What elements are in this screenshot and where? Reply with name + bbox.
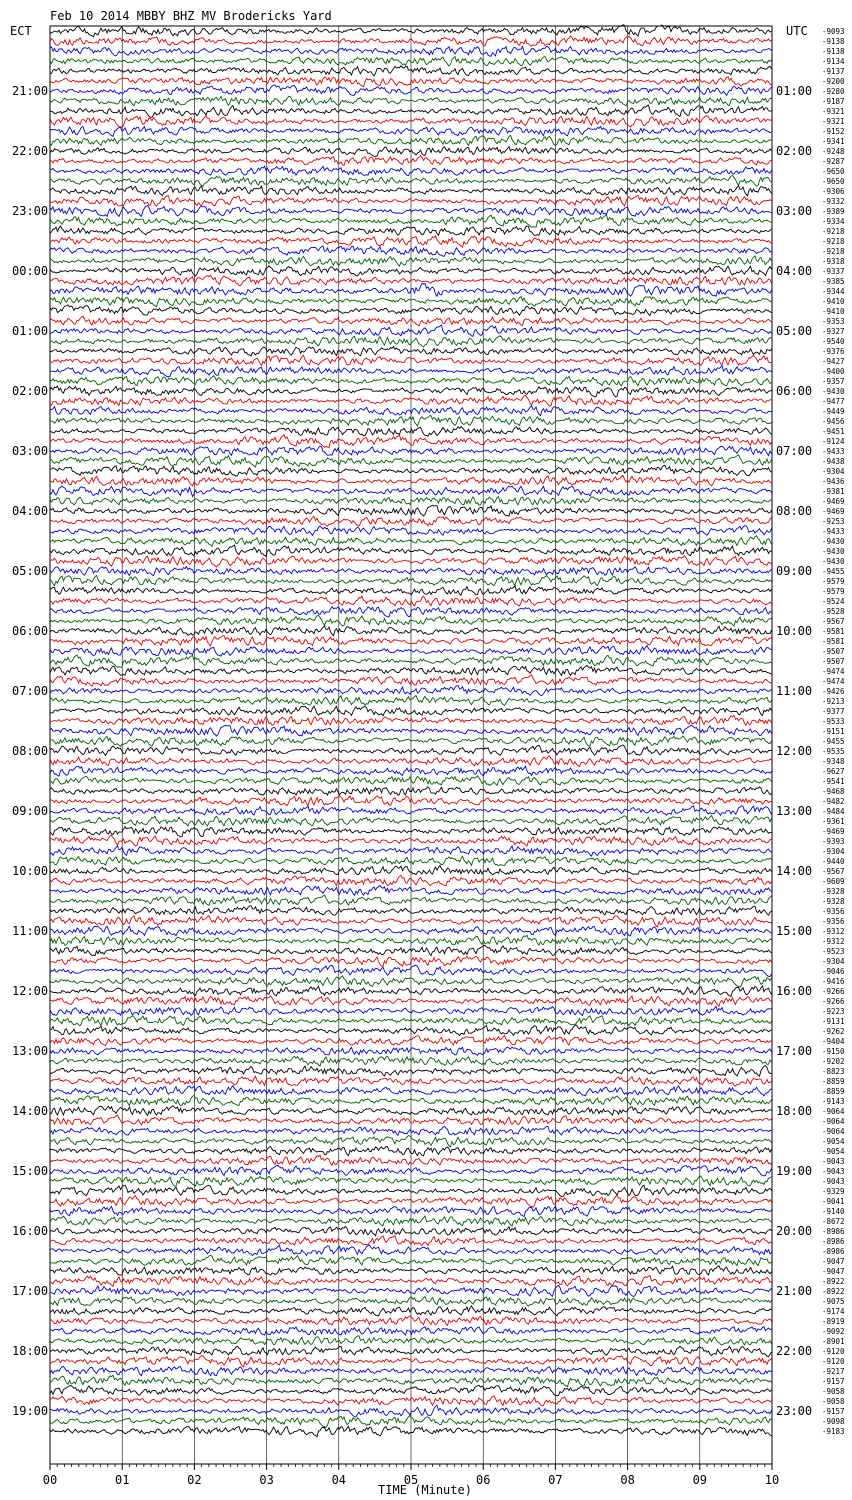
trace-offset-label: -9187 — [822, 97, 845, 106]
trace-offset-label: -9528 — [822, 607, 845, 616]
trace-offset-label: -9357 — [822, 377, 845, 386]
trace-offset-label: -9318 — [822, 257, 845, 266]
x-tick-label: 05 — [403, 1473, 419, 1487]
trace-offset-label: -9075 — [822, 1297, 845, 1306]
left-hour-label: 10:00 — [12, 864, 49, 878]
trace-offset-label: -9266 — [822, 987, 845, 996]
right-hour-label: 22:00 — [776, 1344, 813, 1358]
trace-offset-label: -8823 — [822, 1067, 845, 1076]
trace-offset-label: -9567 — [822, 617, 845, 626]
trace-offset-label: -9054 — [822, 1137, 845, 1146]
trace-offset-label: -9174 — [822, 1307, 845, 1316]
trace-offset-label: -9098 — [822, 1417, 845, 1426]
trace-offset-label: -9376 — [822, 347, 845, 356]
trace-offset-label: -9150 — [822, 1047, 845, 1056]
left-hour-label: 00:00 — [12, 264, 49, 278]
right-hour-label: 01:00 — [776, 84, 813, 98]
trace-offset-label: -9430 — [822, 547, 845, 556]
trace-offset-label: -9321 — [822, 107, 845, 116]
trace-offset-label: -9217 — [822, 1367, 845, 1376]
left-hour-label: 04:00 — [12, 504, 49, 518]
trace-offset-label: -9381 — [822, 487, 845, 496]
trace-offset-label: -9304 — [822, 467, 845, 476]
trace-offset-label: -9218 — [822, 247, 845, 256]
trace-offset-label: -9535 — [822, 747, 845, 756]
trace-offset-label: -9054 — [822, 1147, 845, 1156]
x-tick-label: 07 — [548, 1473, 563, 1487]
left-hour-label: 05:00 — [12, 564, 49, 578]
trace-offset-label: -9581 — [822, 627, 845, 636]
trace-offset-label: -9524 — [822, 597, 845, 606]
trace-offset-label: -9449 — [822, 407, 845, 416]
trace-offset-label: -9043 — [822, 1167, 845, 1176]
trace-offset-label: -9581 — [822, 637, 845, 646]
trace-offset-label: -9579 — [822, 587, 845, 596]
trace-offset-label: -9064 — [822, 1107, 845, 1116]
trace-offset-label: -9337 — [822, 267, 845, 276]
trace-offset-label: -9567 — [822, 867, 845, 876]
trace-offset-label: -9433 — [822, 527, 845, 536]
left-hour-label: 18:00 — [12, 1344, 49, 1358]
trace-offset-label: -9332 — [822, 197, 845, 206]
right-hour-labels — [776, 84, 812, 1418]
trace-offset-label: -9356 — [822, 917, 845, 926]
trace-offset-label: -9579 — [822, 577, 845, 586]
trace-offset-label: -9183 — [822, 1427, 845, 1436]
trace-offset-label: -9092 — [822, 1327, 845, 1336]
right-hour-label: 17:00 — [776, 1044, 813, 1058]
left-hour-label: 14:00 — [12, 1104, 49, 1118]
trace-offset-label: -9540 — [822, 337, 845, 346]
trace-offset-label: -9312 — [822, 937, 845, 946]
trace-offset-label: -9410 — [822, 297, 845, 306]
trace-offset-label: -9650 — [822, 177, 845, 186]
trace-offset-label: -9058 — [822, 1397, 845, 1406]
trace-offset-label: -9328 — [822, 897, 845, 906]
trace-offset-label: -9218 — [822, 237, 845, 246]
left-hour-label: 13:00 — [12, 1044, 49, 1058]
trace-offset-label: -9157 — [822, 1377, 845, 1386]
trace-offset-label: -9266 — [822, 997, 845, 1006]
trace-offset-label: -9287 — [822, 157, 845, 166]
trace-offset-label: -9356 — [822, 907, 845, 916]
trace-offset-label: -9430 — [822, 537, 845, 546]
trace-offset-label: -9140 — [822, 1207, 845, 1216]
trace-offset-label: -9047 — [822, 1267, 845, 1276]
trace-offset-label: -9410 — [822, 307, 845, 316]
trace-offset-label: -9328 — [822, 887, 845, 896]
left-hour-label: 15:00 — [12, 1164, 49, 1178]
x-tick-label: 03 — [259, 1473, 274, 1487]
trace-offset-label: -9482 — [822, 797, 845, 806]
trace-offset-label: -9433 — [822, 447, 845, 456]
left-hour-label: 21:00 — [12, 84, 49, 98]
right-hour-label: 16:00 — [776, 984, 813, 998]
trace-offset-label: -9138 — [822, 37, 845, 46]
right-hour-label: 04:00 — [776, 264, 813, 278]
x-tick-label: 01 — [114, 1473, 130, 1487]
right-hour-label: 10:00 — [776, 624, 813, 638]
trace-offset-label: -9131 — [822, 1017, 845, 1026]
trace-offset-label: -9223 — [822, 1007, 845, 1016]
right-hour-label: 23:00 — [776, 1404, 813, 1418]
trace-offset-label: -9327 — [822, 327, 845, 336]
x-tick-label: 00 — [42, 1473, 58, 1487]
left-timezone-label: ECT — [10, 24, 32, 38]
trace-offset-label: -9523 — [822, 947, 845, 956]
trace-offset-label: -8986 — [822, 1247, 845, 1256]
trace-offset-label: -9043 — [822, 1177, 845, 1186]
trace-offset-label: -9202 — [822, 1057, 845, 1066]
trace-offset-label: -9389 — [822, 207, 845, 216]
trace-offset-label: -9385 — [822, 277, 845, 286]
trace-offset-label: -9093 — [822, 27, 845, 36]
trace-offset-label: -9137 — [822, 67, 845, 76]
right-hour-label: 11:00 — [776, 684, 813, 698]
right-hour-label: 06:00 — [776, 384, 813, 398]
trace-offset-label: -9456 — [822, 417, 845, 426]
trace-offset-label: -9484 — [822, 807, 845, 816]
trace-offset-label: -9334 — [822, 217, 845, 226]
trace-offset-label: -9348 — [822, 757, 845, 766]
trace-offset-label: -9064 — [822, 1127, 845, 1136]
x-tick-label: 04 — [331, 1473, 347, 1487]
trace-offset-label: -8986 — [822, 1227, 845, 1236]
trace-offset-label: -9533 — [822, 717, 845, 726]
x-tick-label: 02 — [187, 1473, 202, 1487]
left-hour-label: 17:00 — [12, 1284, 49, 1298]
trace-offset-label: -9440 — [822, 857, 845, 866]
trace-offset-label: -9120 — [822, 1357, 845, 1366]
left-hour-label: 12:00 — [12, 984, 49, 998]
x-tick-label: 09 — [692, 1473, 708, 1487]
left-hour-label: 07:00 — [12, 684, 49, 698]
right-hour-label: 13:00 — [776, 804, 813, 818]
trace-offset-label: -9507 — [822, 647, 845, 656]
trace-offset-label: -9609 — [822, 877, 845, 886]
trace-offset-label: -9426 — [822, 687, 845, 696]
trace-offset-label: -9627 — [822, 767, 845, 776]
chart-title: Feb 10 2014 MBBY BHZ MV Brodericks Yard — [50, 9, 332, 23]
trace-offset-label: -9469 — [822, 827, 845, 836]
trace-offset-label: -9329 — [822, 1187, 845, 1196]
left-hour-label: 02:00 — [12, 384, 49, 398]
trace-offset-label: -9041 — [822, 1197, 845, 1206]
left-hour-label: 22:00 — [12, 144, 49, 158]
trace-offset-label: -9474 — [822, 677, 845, 686]
right-timezone-label: UTC — [786, 24, 808, 38]
trace-offset-label: -9280 — [822, 87, 845, 96]
trace-offset-label: -9455 — [822, 567, 845, 576]
trace-offset-label: -8919 — [822, 1317, 845, 1326]
trace-offset-label: -9469 — [822, 497, 845, 506]
trace-offset-label: -9400 — [822, 367, 845, 376]
right-hour-label: 18:00 — [776, 1104, 813, 1118]
trace-offset-label: -9430 — [822, 557, 845, 566]
trace-offset-label: -9138 — [822, 47, 845, 56]
trace-offset-label: -9541 — [822, 777, 845, 786]
trace-offset-label: -8859 — [822, 1087, 845, 1096]
trace-offset-label: -8859 — [822, 1077, 845, 1086]
trace-offset-label: -9650 — [822, 167, 845, 176]
right-hour-label: 20:00 — [776, 1224, 813, 1238]
trace-offset-label: -9064 — [822, 1117, 845, 1126]
trace-offset-label: -9120 — [822, 1347, 845, 1356]
left-hour-labels — [12, 84, 48, 1418]
x-tick-label: 06 — [475, 1473, 491, 1487]
left-hour-label: 16:00 — [12, 1224, 49, 1238]
right-hour-label: 07:00 — [776, 444, 813, 458]
trace-offset-label: -9304 — [822, 957, 845, 966]
trace-offset-label: -9143 — [822, 1097, 845, 1106]
trace-offset-label: -9200 — [822, 77, 845, 86]
trace-offset-label: -8922 — [822, 1287, 845, 1296]
trace-offset-label: -9404 — [822, 1037, 845, 1046]
trace-offset-label: -9477 — [822, 397, 845, 406]
trace-offset-label: -8672 — [822, 1217, 845, 1226]
right-hour-label: 15:00 — [776, 924, 813, 938]
trace-offset-label: -9253 — [822, 517, 845, 526]
trace-offset-label: -8922 — [822, 1277, 845, 1286]
trace-offset-label: -9151 — [822, 727, 845, 736]
x-tick-label: 08 — [620, 1473, 635, 1487]
trace-offset-label: -9361 — [822, 817, 845, 826]
trace-offset-label: -9058 — [822, 1387, 845, 1396]
left-hour-label: 23:00 — [12, 204, 49, 218]
trace-offset-label: -9262 — [822, 1027, 845, 1036]
trace-offset-label: -9213 — [822, 697, 845, 706]
trace-offset-label: -9377 — [822, 707, 845, 716]
left-hour-label: 11:00 — [12, 924, 49, 938]
trace-offset-label: -9393 — [822, 837, 845, 846]
left-hour-label: 09:00 — [12, 804, 49, 818]
trace-offset-label: -9124 — [822, 437, 845, 446]
trace-offset-label: -9353 — [822, 317, 845, 326]
trace-offset-label: -9344 — [822, 287, 845, 296]
right-hour-label: 05:00 — [776, 324, 813, 338]
trace-offset-labels — [822, 27, 845, 1436]
trace-offset-label: -9043 — [822, 1157, 845, 1166]
right-hour-label: 12:00 — [776, 744, 813, 758]
right-hour-label: 02:00 — [776, 144, 813, 158]
trace-offset-label: -9427 — [822, 357, 845, 366]
x-tick-label: 10 — [764, 1473, 780, 1487]
trace-offset-label: -9468 — [822, 787, 845, 796]
left-hour-label: 03:00 — [12, 444, 49, 458]
left-hour-label: 08:00 — [12, 744, 49, 758]
trace-offset-label: -8986 — [822, 1237, 845, 1246]
trace-offset-label: -9157 — [822, 1407, 845, 1416]
right-hour-label: 21:00 — [776, 1284, 813, 1298]
trace-offset-label: -9218 — [822, 227, 845, 236]
trace-offset-label: -9474 — [822, 667, 845, 676]
trace-offset-label: -9455 — [822, 737, 845, 746]
trace-offset-label: -9416 — [822, 977, 845, 986]
trace-offset-label: -9430 — [822, 387, 845, 396]
x-axis-title: TIME (Minute) — [378, 1483, 472, 1497]
trace-offset-label: -9304 — [822, 847, 845, 856]
trace-offset-label: -9312 — [822, 927, 845, 936]
left-hour-label: 19:00 — [12, 1404, 49, 1418]
right-hour-label: 03:00 — [776, 204, 813, 218]
right-hour-label: 08:00 — [776, 504, 813, 518]
left-hour-label: 01:00 — [12, 324, 49, 338]
trace-offset-label: -9341 — [822, 137, 845, 146]
trace-offset-label: -9438 — [822, 457, 845, 466]
trace-offset-label: -9306 — [822, 187, 845, 196]
trace-offset-label: -9047 — [822, 1257, 845, 1266]
trace-offset-label: -9507 — [822, 657, 845, 666]
trace-offset-label: -9469 — [822, 507, 845, 516]
trace-offset-label: -9248 — [822, 147, 845, 156]
trace-offset-label: -9451 — [822, 427, 845, 436]
left-hour-label: 06:00 — [12, 624, 49, 638]
right-hour-label: 19:00 — [776, 1164, 813, 1178]
trace-offset-label: -8901 — [822, 1337, 845, 1346]
right-hour-label: 14:00 — [776, 864, 813, 878]
right-hour-label: 09:00 — [776, 564, 813, 578]
trace-offset-label: -9436 — [822, 477, 845, 486]
trace-offset-label: -9321 — [822, 117, 845, 126]
trace-offset-label: -9046 — [822, 967, 845, 976]
trace-offset-label: -9152 — [822, 127, 845, 136]
trace-offset-label: -9134 — [822, 57, 845, 66]
